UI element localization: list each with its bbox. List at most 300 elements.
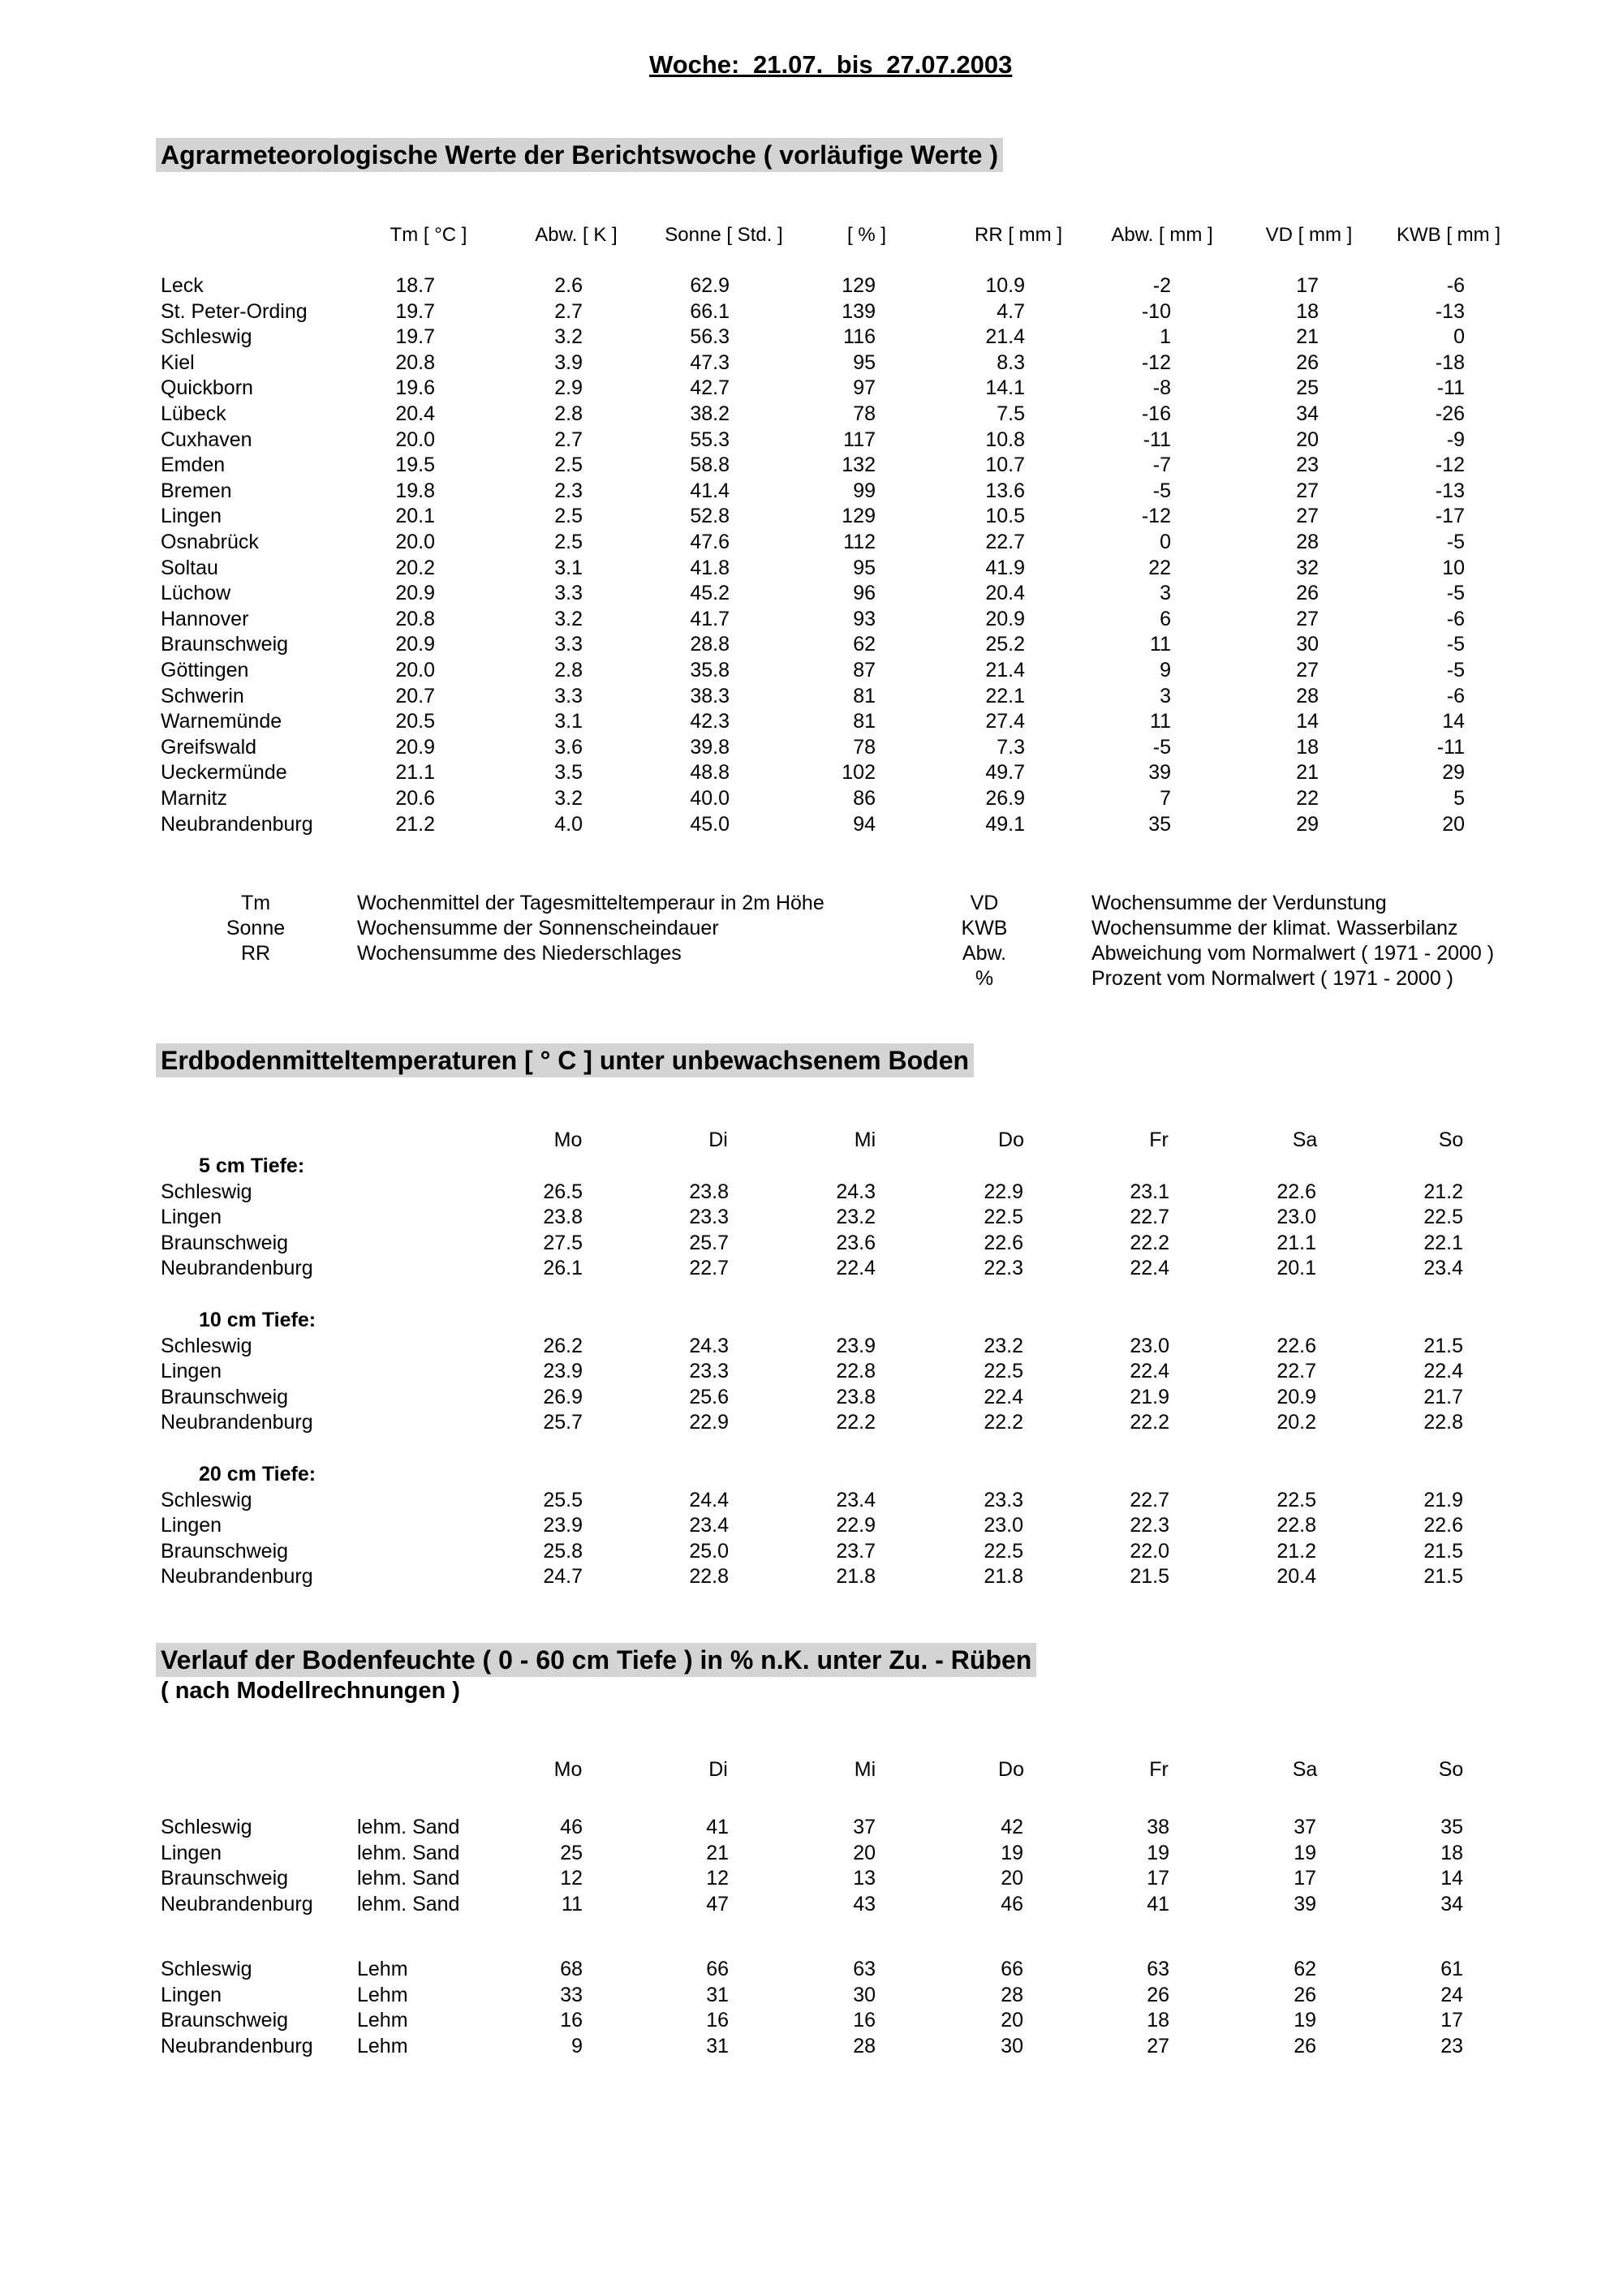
depth-label: 5 cm Tiefe:	[199, 1154, 305, 1177]
table-cell: 49.1	[985, 813, 1025, 836]
table-cell: 20.2	[1276, 1411, 1316, 1434]
table-cell: 34	[1440, 1893, 1463, 1915]
table-cell: 22.4	[1423, 1360, 1463, 1382]
table-cell: 25.7	[543, 1411, 583, 1434]
legend-text: Wochensumme der Sonnenscheindauer	[357, 917, 719, 939]
table-cell: -5	[1446, 582, 1465, 604]
table-cell: -6	[1446, 274, 1465, 297]
table-cell: 23.3	[984, 1489, 1023, 1511]
table-cell: 26	[1294, 1984, 1316, 2006]
table-cell: 3.2	[554, 325, 583, 348]
table-cell: 2.5	[554, 505, 583, 527]
table-cell: 29	[1296, 813, 1319, 836]
table-cell: 2.6	[554, 274, 583, 297]
table-cell: 16	[706, 2009, 729, 2032]
table-cell: 3.1	[554, 557, 583, 579]
legend-abbr: RR	[240, 942, 271, 965]
table-cell: 62	[853, 633, 876, 656]
table-cell: 22	[1296, 787, 1319, 810]
table-cell: 21.5	[1130, 1565, 1169, 1588]
table-cell: 19	[1001, 1842, 1023, 1864]
table-cell: 33	[560, 1984, 583, 2006]
station-name: Ueckermünde	[161, 761, 287, 784]
table-cell: 38	[1147, 1816, 1169, 1838]
table-cell: 63	[853, 1958, 876, 1980]
table-cell: 26	[1296, 582, 1319, 604]
table-cell: 20	[1001, 1867, 1023, 1890]
table-cell: 62.9	[690, 274, 730, 297]
table-cell: 14	[1442, 710, 1465, 733]
table-cell: 23.4	[836, 1489, 876, 1511]
table-cell: 20.0	[395, 428, 435, 451]
table-cell: 31	[706, 2035, 729, 2057]
soil-type: lehm. Sand	[357, 1842, 460, 1864]
table-cell: 78	[853, 736, 876, 759]
table-cell: 4.7	[997, 300, 1025, 323]
table-cell: 22.4	[836, 1257, 876, 1279]
table-cell: 2.8	[554, 659, 583, 681]
table-cell: 94	[853, 813, 876, 836]
table-cell: 96	[853, 582, 876, 604]
table-cell: 3.3	[554, 685, 583, 707]
soil-type: lehm. Sand	[357, 1893, 460, 1915]
legend-abbr: Abw.	[962, 942, 1007, 965]
table-cell: -5	[1152, 479, 1171, 502]
table-cell: 58.8	[690, 454, 730, 476]
table-cell: 45.0	[690, 813, 730, 836]
table-cell: -5	[1446, 659, 1465, 681]
table-cell: 22.5	[984, 1540, 1023, 1563]
table-cell: 20.9	[395, 582, 435, 604]
column-header: [ % ]	[846, 224, 886, 246]
table-cell: 11	[1150, 633, 1171, 656]
table-cell: 20.8	[395, 351, 435, 374]
table-cell: 22.9	[836, 1514, 876, 1537]
table-cell: 27	[1296, 479, 1319, 502]
table-cell: 22.6	[984, 1232, 1023, 1254]
legend-abbr: Sonne	[226, 917, 286, 939]
table-cell: 30	[1001, 2035, 1023, 2057]
table-cell: 20.9	[1276, 1386, 1316, 1408]
column-header: Abw. [ mm ]	[1111, 224, 1213, 246]
table-cell: -18	[1435, 351, 1465, 374]
table-cell: 25.6	[689, 1386, 729, 1408]
table-cell: 23.0	[1130, 1335, 1169, 1357]
day-header: Di	[708, 1758, 728, 1781]
table-cell: 35.8	[690, 659, 730, 681]
station-name: Braunschweig	[161, 1540, 289, 1563]
table-cell: 20.6	[395, 787, 435, 810]
station-name: Warnemünde	[161, 710, 282, 733]
table-cell: 21.5	[1423, 1540, 1463, 1563]
table-cell: -11	[1436, 736, 1465, 759]
table-cell: 23.9	[543, 1360, 583, 1382]
table-cell: 20.0	[395, 531, 435, 553]
table-cell: 93	[853, 608, 876, 630]
table-cell: -12	[1141, 351, 1171, 374]
table-cell: 66	[1001, 1958, 1023, 1980]
table-cell: 41.7	[690, 608, 730, 630]
table-cell: 20	[1442, 813, 1465, 836]
table-cell: 17	[1296, 274, 1319, 297]
table-cell: 20.8	[395, 608, 435, 630]
column-header: Tm [ °C ]	[390, 224, 467, 246]
station-name: Cuxhaven	[161, 428, 252, 451]
table-cell: 21	[706, 1842, 729, 1864]
station-name: Neubrandenburg	[161, 2035, 313, 2057]
soil-type: Lehm	[357, 2035, 408, 2057]
table-cell: -2	[1152, 274, 1171, 297]
table-cell: 7.3	[997, 736, 1025, 759]
table-cell: 2.5	[554, 454, 583, 476]
table-cell: 22.6	[1276, 1180, 1316, 1203]
table-cell: 19.7	[395, 325, 435, 348]
station-name: Lingen	[161, 1206, 222, 1228]
table-cell: -6	[1446, 685, 1465, 707]
table-cell: 24.3	[836, 1180, 876, 1203]
table-cell: 28.8	[690, 633, 730, 656]
table-cell: 22.9	[689, 1411, 729, 1434]
station-name: Lingen	[161, 1360, 222, 1382]
table-cell: -11	[1436, 376, 1465, 399]
station-name: Lüchow	[161, 582, 231, 604]
table-cell: 139	[842, 300, 876, 323]
table-cell: 21.9	[1423, 1489, 1463, 1511]
legend-abbr: VD	[970, 892, 999, 914]
legend-text: Prozent vom Normalwert ( 1971 - 2000 )	[1091, 967, 1454, 990]
column-header: Abw. [ K ]	[535, 224, 618, 246]
table-cell: -12	[1141, 505, 1171, 527]
station-name: Emden	[161, 454, 226, 476]
table-cell: -13	[1435, 479, 1465, 502]
table-cell: 22.7	[1276, 1360, 1316, 1382]
station-name: Lingen	[161, 1984, 222, 2006]
table-cell: 47.6	[690, 531, 730, 553]
table-cell: 26.9	[985, 787, 1025, 810]
table-cell: 20.2	[395, 557, 435, 579]
table-cell: -5	[1152, 736, 1171, 759]
table-cell: 35	[1148, 813, 1171, 836]
table-cell: 21.2	[1276, 1540, 1316, 1563]
soil-type: lehm. Sand	[357, 1867, 460, 1890]
legend-text: Wochensumme der Verdunstung	[1091, 892, 1387, 914]
legend-abbr: KWB	[961, 917, 1008, 939]
table-cell: 21.4	[985, 659, 1025, 681]
table-cell: 20.1	[1276, 1257, 1316, 1279]
station-name: Braunschweig	[161, 1232, 289, 1254]
legend-abbr: Tm	[240, 892, 271, 914]
table-cell: 19	[1147, 1842, 1169, 1864]
table-cell: 24.3	[689, 1335, 729, 1357]
table-cell: 97	[853, 376, 876, 399]
table-cell: 28	[853, 2035, 876, 2057]
table-cell: -11	[1143, 428, 1171, 451]
table-cell: 55.3	[690, 428, 730, 451]
table-cell: -5	[1446, 531, 1465, 553]
table-cell: 23.1	[1130, 1180, 1169, 1203]
table-cell: 132	[842, 454, 876, 476]
table-cell: 41.4	[690, 479, 730, 502]
table-cell: 11	[562, 1893, 583, 1915]
station-name: Neubrandenburg	[161, 1893, 313, 1915]
table-cell: 49.7	[985, 761, 1025, 784]
table-cell: 48.8	[690, 761, 730, 784]
table-cell: 42.7	[690, 376, 730, 399]
table-cell: 66	[706, 1958, 729, 1980]
table-cell: 4.0	[554, 813, 583, 836]
table-cell: 21	[1296, 325, 1319, 348]
station-name: Neubrandenburg	[161, 813, 313, 836]
station-name: Schleswig	[161, 1335, 252, 1357]
table-cell: 39	[1294, 1893, 1316, 1915]
table-cell: 12	[706, 1867, 729, 1890]
table-cell: 23.8	[543, 1206, 583, 1228]
day-header: Fr	[1149, 1129, 1169, 1151]
station-name: Bremen	[161, 479, 232, 502]
table-cell: 23.3	[689, 1206, 729, 1228]
table-cell: 117	[843, 428, 876, 451]
table-cell: 3.6	[554, 736, 583, 759]
legend-text: Abweichung vom Normalwert ( 1971 - 2000 )	[1091, 942, 1495, 965]
table-cell: 3.2	[554, 787, 583, 810]
table-cell: -12	[1435, 454, 1465, 476]
table-cell: 78	[853, 402, 876, 425]
table-cell: 13.6	[985, 479, 1025, 502]
section3-title: Verlauf der Bodenfeuchte ( 0 - 60 cm Tiefe ) in % n.K. unter Zu. - Rüben	[156, 1643, 1036, 1677]
station-name: Osnabrück	[161, 531, 259, 553]
table-cell: 21.7	[1423, 1386, 1463, 1408]
table-cell: 16	[853, 2009, 876, 2032]
table-cell: 2.3	[554, 479, 583, 502]
table-cell: 22.8	[689, 1565, 729, 1588]
station-name: Schleswig	[161, 1958, 252, 1980]
table-cell: 1	[1160, 325, 1171, 348]
table-cell: 22.5	[1276, 1489, 1316, 1511]
table-cell: 2.7	[554, 300, 583, 323]
table-cell: -9	[1446, 428, 1465, 451]
table-cell: 41.8	[690, 557, 730, 579]
table-cell: 22.5	[984, 1206, 1023, 1228]
table-cell: 20.4	[985, 582, 1025, 604]
table-cell: 22.4	[1130, 1257, 1169, 1279]
station-name: Lingen	[161, 1842, 222, 1864]
table-cell: 32	[1296, 557, 1319, 579]
table-cell: 18	[1440, 1842, 1463, 1864]
day-header: Mo	[553, 1129, 583, 1151]
table-cell: 19.6	[395, 376, 435, 399]
day-header: So	[1438, 1758, 1464, 1781]
table-cell: 23.4	[689, 1514, 729, 1537]
table-cell: 28	[1296, 531, 1319, 553]
table-cell: 46	[560, 1816, 583, 1838]
day-header: Mo	[553, 1758, 583, 1781]
table-cell: 25	[1296, 376, 1319, 399]
table-cell: 112	[843, 531, 876, 553]
station-name: Leck	[161, 274, 204, 297]
table-cell: 14	[1296, 710, 1319, 733]
table-cell: 28	[1296, 685, 1319, 707]
table-cell: 22.1	[985, 685, 1025, 707]
depth-label: 10 cm Tiefe:	[199, 1309, 316, 1331]
table-cell: -6	[1446, 608, 1465, 630]
station-name: Göttingen	[161, 659, 249, 681]
table-cell: 30	[853, 1984, 876, 2006]
table-cell: 19	[1294, 2009, 1316, 2032]
day-header: Mi	[854, 1758, 876, 1781]
station-name: Schleswig	[161, 1489, 252, 1511]
table-cell: 30	[1296, 633, 1319, 656]
table-cell: 19.5	[395, 454, 435, 476]
table-cell: 23	[1440, 2035, 1463, 2057]
table-cell: 22.7	[1130, 1206, 1169, 1228]
legend-text: Wochensumme des Niederschlages	[357, 942, 682, 965]
day-header: Do	[998, 1758, 1024, 1781]
table-cell: 3.3	[554, 582, 583, 604]
station-name: Braunschweig	[161, 1867, 289, 1890]
station-name: Neubrandenburg	[161, 1411, 313, 1434]
table-cell: -13	[1435, 300, 1465, 323]
table-cell: 24	[1440, 1984, 1463, 2006]
table-cell: 62	[1294, 1958, 1316, 1980]
table-cell: 26	[1147, 1984, 1169, 2006]
table-cell: 20.1	[395, 505, 435, 527]
table-cell: 86	[853, 787, 876, 810]
table-cell: 3.3	[554, 633, 583, 656]
table-cell: 22.8	[836, 1360, 876, 1382]
table-cell: 34	[1296, 402, 1319, 425]
legend-abbr: %	[975, 967, 994, 990]
station-name: Lingen	[161, 505, 222, 527]
station-name: St. Peter-Ording	[161, 300, 308, 323]
table-cell: 56.3	[690, 325, 730, 348]
table-cell: 99	[853, 479, 876, 502]
table-cell: 26.9	[543, 1386, 583, 1408]
depth-label: 20 cm Tiefe:	[199, 1463, 316, 1486]
table-cell: 21.5	[1423, 1335, 1463, 1357]
table-cell: 14	[1440, 1867, 1463, 1890]
table-cell: 26.1	[543, 1257, 583, 1279]
section1-title: Agrarmeteorologische Werte der Berichtswoche ( vorläufige Werte )	[156, 138, 1003, 172]
table-cell: 18	[1147, 2009, 1169, 2032]
table-cell: 22.8	[1276, 1514, 1316, 1537]
table-cell: 8.3	[997, 351, 1025, 374]
table-cell: 20.0	[395, 659, 435, 681]
station-name: Schleswig	[161, 1180, 252, 1203]
table-cell: 43	[853, 1893, 876, 1915]
legend-text: Wochenmittel der Tagesmitteltemperaur in 2m Höhe	[357, 892, 824, 914]
table-cell: 22.2	[1130, 1411, 1169, 1434]
table-cell: 22.2	[1130, 1232, 1169, 1254]
table-cell: 81	[853, 685, 876, 707]
table-cell: 52.8	[690, 505, 730, 527]
table-cell: -5	[1446, 633, 1465, 656]
table-cell: 0	[1453, 325, 1465, 348]
table-cell: 31	[706, 1984, 729, 2006]
table-cell: 81	[853, 710, 876, 733]
table-cell: 24.7	[543, 1565, 583, 1588]
table-cell: 41	[706, 1816, 729, 1838]
table-cell: 2.7	[554, 428, 583, 451]
table-cell: 19.8	[395, 479, 435, 502]
table-cell: 22.4	[1130, 1360, 1169, 1382]
table-cell: 10.7	[985, 454, 1025, 476]
table-cell: -16	[1141, 402, 1171, 425]
table-cell: 23.0	[1276, 1206, 1316, 1228]
table-cell: 21.5	[1423, 1565, 1463, 1588]
table-cell: -17	[1435, 505, 1465, 527]
soil-type: Lehm	[357, 1958, 408, 1980]
day-header: Do	[998, 1129, 1024, 1151]
station-name: Braunschweig	[161, 1386, 289, 1408]
table-cell: 21.4	[985, 325, 1025, 348]
day-header: Di	[708, 1129, 728, 1151]
table-cell: 66.1	[690, 300, 730, 323]
station-name: Kiel	[161, 351, 195, 374]
table-cell: -8	[1152, 376, 1171, 399]
table-cell: 39	[1148, 761, 1171, 784]
table-cell: 21.1	[395, 761, 435, 784]
table-cell: 116	[843, 325, 876, 348]
soil-type: Lehm	[357, 2009, 408, 2032]
station-name: Hannover	[161, 608, 249, 630]
table-cell: 95	[853, 351, 876, 374]
table-cell: 20.4	[395, 402, 435, 425]
table-cell: 22.6	[1276, 1335, 1316, 1357]
table-cell: 41.9	[985, 557, 1025, 579]
table-cell: 7	[1160, 787, 1171, 810]
soil-type: Lehm	[357, 1984, 408, 2006]
day-header: Mi	[854, 1129, 876, 1151]
table-cell: 27	[1296, 659, 1319, 681]
station-name: Soltau	[161, 557, 218, 579]
table-cell: 9	[1160, 659, 1171, 681]
table-cell: 20	[853, 1842, 876, 1864]
table-cell: 11	[1150, 710, 1171, 733]
table-cell: 27.5	[543, 1232, 583, 1254]
table-cell: 22.6	[1423, 1514, 1463, 1537]
table-cell: 23.0	[984, 1514, 1023, 1537]
table-cell: 21.2	[1423, 1180, 1463, 1203]
station-name: Neubrandenburg	[161, 1565, 313, 1588]
table-cell: 17	[1294, 1867, 1316, 1890]
table-cell: 22.7	[689, 1257, 729, 1279]
table-cell: 10.9	[985, 274, 1025, 297]
table-cell: 22.2	[984, 1411, 1023, 1434]
table-cell: -26	[1435, 402, 1465, 425]
table-cell: 26.5	[543, 1180, 583, 1203]
table-cell: 23.4	[1423, 1257, 1463, 1279]
table-cell: 29	[1442, 761, 1465, 784]
table-cell: 23.2	[984, 1335, 1023, 1357]
table-cell: 12	[560, 1867, 583, 1890]
table-cell: 22.3	[984, 1257, 1023, 1279]
column-header: VD [ mm ]	[1265, 224, 1353, 246]
day-header: Sa	[1292, 1129, 1318, 1151]
table-cell: 42.3	[690, 710, 730, 733]
table-cell: 47	[706, 1893, 729, 1915]
table-cell: 22.3	[1130, 1514, 1169, 1537]
table-cell: 22.0	[1130, 1540, 1169, 1563]
station-name: Schleswig	[161, 1816, 252, 1838]
table-cell: 25.7	[689, 1232, 729, 1254]
table-cell: -10	[1141, 300, 1171, 323]
table-cell: 22	[1148, 557, 1171, 579]
table-cell: 7.5	[997, 402, 1025, 425]
table-cell: 41	[1147, 1893, 1169, 1915]
table-cell: 5	[1453, 787, 1465, 810]
table-cell: 37	[1294, 1816, 1316, 1838]
table-cell: 20.9	[395, 633, 435, 656]
